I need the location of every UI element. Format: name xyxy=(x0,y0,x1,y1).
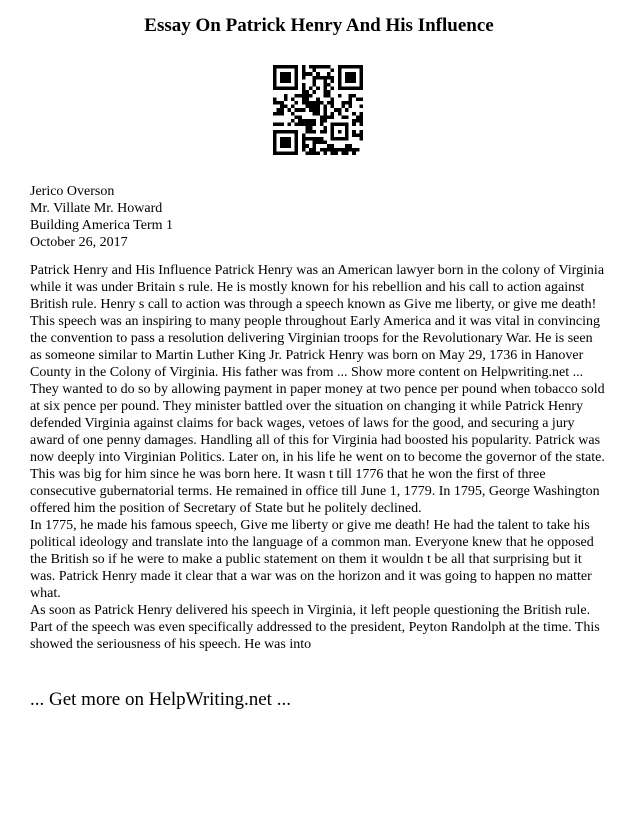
qr-code-icon xyxy=(273,65,363,155)
essay-paragraph: Patrick Henry and His Influence Patrick Henry was an American lawyer born in the colony of Virginia while it was under Britain s rule. He is mostly known for his rebellion and his call to action against British rule. Henry s call to action was through a speech known as Give me liberty, or give me death! This speech was an inspiring to many people throughout Early America and it was vital in convincing the convention to pass a resolution delivering Virginian troops for the Revolutionary War. He is seen as someone similar to Martin Luther King Jr. Patrick Henry was born on May 29, 1736 in Hanover County in the Colony of Virginia. His father was from ... Show more content on Helpwriting.net ... They wanted to do so by allowing payment in paper money at two pence per pound when tobacco sold at six pence per pound. They minister battled over the situation on changing it while Patrick Henry defended Virginia against claims for back wages, vetoes of laws for the good, and securing a jury award of one penny damages. Handling all of this for Virginia had boosted his popularity. Patrick was now deeply into Virginian Politics. Later on, in his life he went on to become the governor of the state. This was big for him since he was born here. It wasn t till 1776 that he won the first of three consecutive gubernatorial terms. He remained in office till June 1, 1779. In 1795, George Washington offered him the position of Secretary of State but he politely declined. xyxy=(30,263,605,516)
author-name: Jerico Overson xyxy=(30,184,115,199)
essay-paragraph: In 1775, he made his famous speech, Give me liberty or give me death! He had the talent to take his political ideology and translate into the language of a common man. Everyone knew that he opposed the British so if he were to make a public statement on them it wouldn t be all that surprising but it was. Patrick Henry made it clear that a war was on the horizon and it was going to happen no matter what. xyxy=(30,518,594,601)
course-name: Building America Term 1 xyxy=(30,218,174,233)
page-title: Essay On Patrick Henry And His Influence xyxy=(144,15,494,36)
author-header xyxy=(30,183,620,251)
get-more-link[interactable]: ... Get more on HelpWriting.net ... xyxy=(30,689,291,710)
essay-date: October 26, 2017 xyxy=(30,235,128,250)
teacher-names: Mr. Villate Mr. Howard xyxy=(30,201,163,216)
essay-paragraph: As soon as Patrick Henry delivered his speech in Virginia, it left people questioning the British rule. Part of the speech was even specifically addressed to the president, Peyton Randolph at the time. This showed the seriousness of his speech. He was into xyxy=(30,603,600,652)
essay-body xyxy=(30,262,606,653)
